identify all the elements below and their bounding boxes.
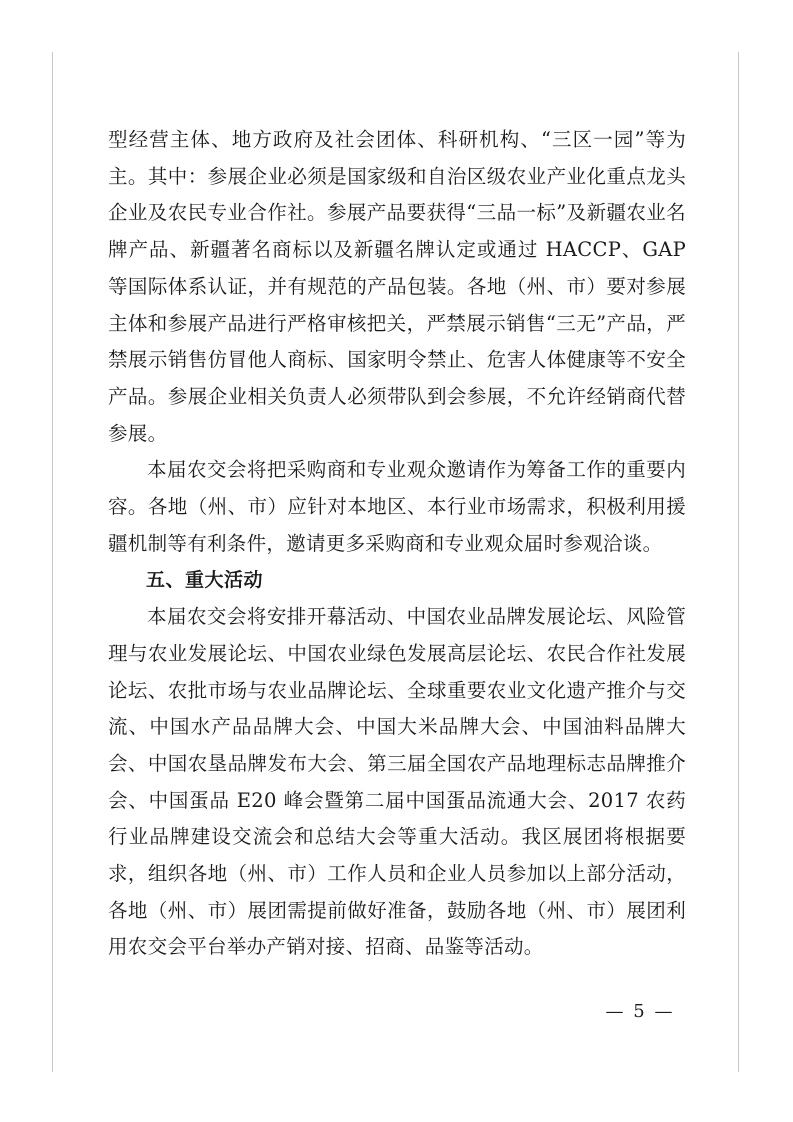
left-margin-line — [52, 52, 53, 1072]
paragraph-buyer-invitation: 本届农交会将把采购商和专业观众邀请作为筹备工作的重要内容。各地（州、市）应针对本地区、本行业市场需求，积极利用援疆机制等有利条件，邀请更多采购商和专业观众届时参观洽谈。 — [108, 458, 686, 555]
right-margin-line — [738, 52, 739, 1072]
section-heading-major-activities: 五、重大活动 — [146, 569, 264, 592]
paragraph-exhibitor-requirements: 型经营主体、地方政府及社会团体、科研机构、“三区一园”等为主。其中：参展企业必须是国家级和自治区级农业产业化重点龙头企业及农民专业合作社。参展产品要获得“三品一标”及新疆农业名牌产品、新疆著名商标以及新疆名牌认定或通过 HACCP、GAP 等国际体系认证，并有规范的产品包装。各地（州、市）要对参展主体和参展产品进行严格审核把关，严禁展示销售“三无”产品，严禁展示销售仿冒他人商标、国家明令禁止、危害人体健康等不安全产品。参展企业相关负责人必须带队到会参展，不允许经销商代替参展。 — [108, 128, 686, 445]
document-body — [108, 122, 686, 966]
page-number: — 5 — — [605, 1001, 675, 1022]
paragraph-major-activities: 本届农交会将安排开幕活动、中国农业品牌发展论坛、风险管理与农业发展论坛、中国农业绿色发展高层论坛、农民合作社发展论坛、农批市场与农业品牌论坛、全球重要农业文化遗产推介与交流、中国水产品品牌大会、中国大米品牌大会、中国油料品牌大会、中国农垦品牌发布大会、第三届全国农产品地理标志品牌推介会、中国蛋品 E20 峰会暨第二届中国蛋品流通大会、2017 农药行业品牌建设交流会和总结大会等重大活动。我区展团将根据要求，组织各地（州、市）工作人员和企业人员参加以上部分活动，各地（州、市）展团需提前做好准备，鼓励各地（州、市）展团利用农交会平台举办产销对接、招商、品鉴等活动。 — [108, 605, 686, 959]
